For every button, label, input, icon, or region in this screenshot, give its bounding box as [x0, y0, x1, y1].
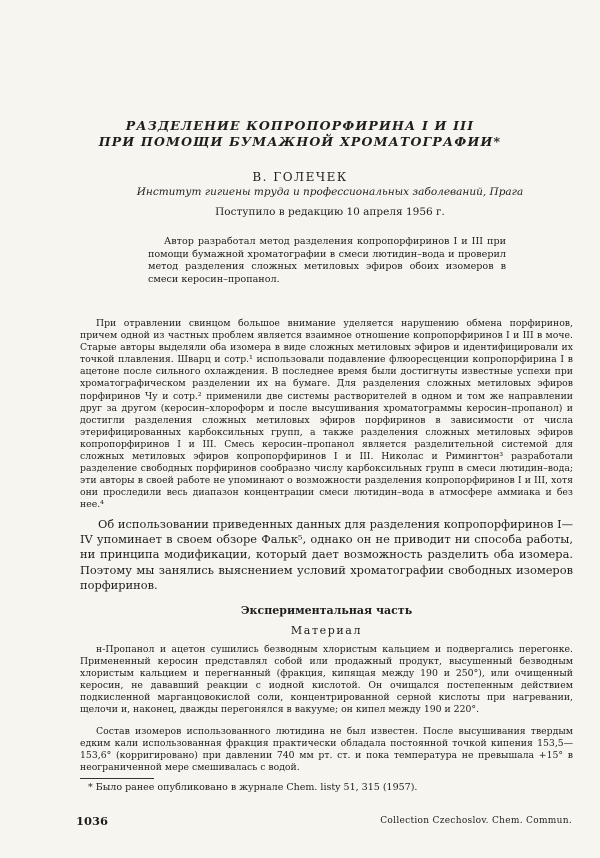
- lutidine-paragraph: Состав изомеров использованного лютидина не был известен. После высушивания твердым едким кали использованная фракция практически обладала постоянной точкой кипения 153,5—153,6° (корригировано) при давлении 740 мм рт. ст. и пока температура не превышала +15° в неограниченной мере смешивалась с водой.: [80, 726, 573, 774]
- footnote: * Было ранее опубликовано в журнале Chem. listy 51, 315 (1957).: [88, 782, 418, 793]
- section-heading: Экспериментальная часть: [240, 604, 413, 617]
- abstract: Автор разработал метод разделения копропорфиринов I и III при помощи бумажной хроматографии в смеси лютидин–вода и проверил метод разделения сложных метиловых эфиров обоих изомеров в смеси керосин–пропанол.: [148, 236, 506, 285]
- article-title-line-2: ПРИ ПОМОЩИ БУМАЖНОЙ ХРОМАТОГРАФИИ*: [98, 134, 502, 149]
- page-number: 1036: [76, 814, 109, 828]
- article-title-line-1: РАЗДЕЛЕНИЕ КОПРОПОРФИРИНА I И III: [125, 118, 475, 133]
- received-date: Поступило в редакцию 10 апреля 1956 г.: [215, 206, 445, 218]
- journal-name: Collection Czechoslov. Chem. Commun.: [380, 816, 572, 826]
- materials-paragraph: н-Пропанол и ацетон сушились безводным хлористым кальцием и подвергались перегонке. Примененный керосин представлял собой или продажный продукт, высушенный безводным хлористым кальцием и перегнанный (фракция, кипящая между 190 и 250°), или очищенный керосин, не дававший реакции с иодной кислотой. Он очищался постепенным действием подкисленной марганцовокислой соли, концентрированной серной кислоты при нагревании, щелочи и, наконец, дважды перегонялся в вакууме; он кипел между 190 и 220°.: [80, 644, 573, 716]
- subsection-heading: Материал: [290, 624, 363, 637]
- author-name: В. ГОЛЕЧЕК: [252, 170, 348, 184]
- author-affiliation: Институт гигиены труда и профессиональных заболеваний, Прага: [136, 186, 524, 198]
- aim-paragraph: Об использовании приведенных данных для разделения копропорфиринов I—IV упоминает в своем обзоре Фальк⁵, однако он не приводит ни способа работы, ни принципа модификации, который дает возможность разделить оба изомера. Поэтому мы занялись выяснением условий хроматографии свободных изомеров порфиринов.: [80, 517, 573, 592]
- footnote-divider: [80, 778, 154, 779]
- introduction-paragraph: При отравлении свинцом большое внимание уделяется нарушению обмена порфиринов, причем одной из частных проблем является взаимное отношение копропорфиринов I и III в моче. Старые авторы выделяли оба изомера в виде сложных метиловых эфиров и идентифицировали их точкой плавления. Шварц и сотр.¹ использовали подавление флюоресценции копропорфирина I в ацетоне после сильного охлаждения. В последнее время были достигнуты известные успехи при хроматографическом разделении их на бумаге. Для разделения сложных метиловых эфиров порфиринов Чу и сотр.² применили две системы растворителей в одном и том же направлении друг за другом (керосин–хлороформ и после высушивания хроматограммы керосин–пропанол) и достигли разделения сложных метиловых эфиров порфиринов в зависимости от числа этерифицированных карбоксильных групп, а также разделения сложных метиловых эфиров копропорфиринов I и III. Смесь керосин–пропанол является разделительной системой для сложных метиловых эфиров копропорфиринов I и III. Николас и Римингтон³ разработали разделение свободных порфиринов сообразно числу карбоксильных групп в смеси лютидин–вода; эти авторы в своей работе не упоминают о возможности разделения копропорфиринов I и III, хотя они проследили весь диапазон концентрации смеси лютидин–вода в атмосфере аммиака и без нее.⁴: [80, 318, 573, 511]
